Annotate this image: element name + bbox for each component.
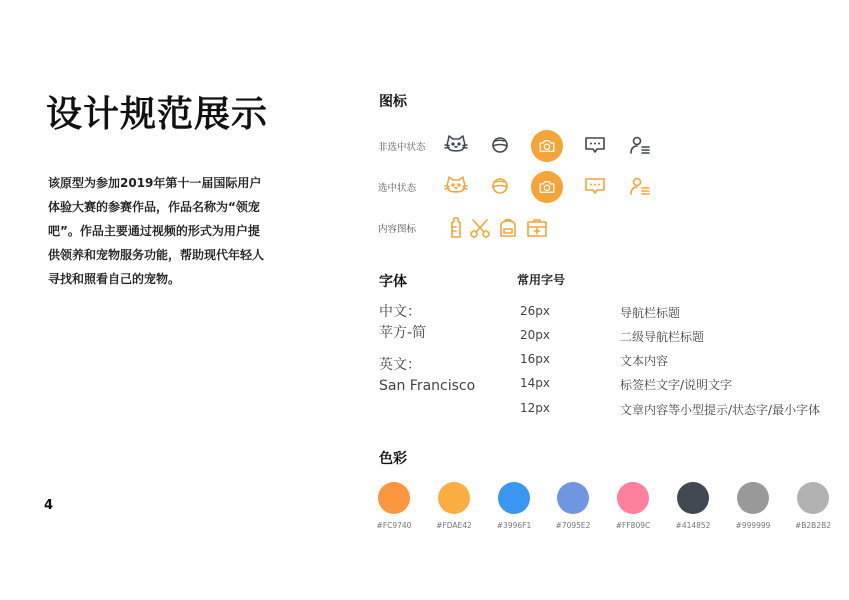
font-usage: 文本内容 bbox=[620, 354, 669, 368]
user-list-icon bbox=[628, 174, 652, 198]
color-hex-label: #7095E2 bbox=[555, 521, 591, 530]
chinese-label: 中文： bbox=[379, 304, 421, 320]
icons-section-title: 图标 bbox=[379, 94, 407, 110]
color-hex-label: #FF809C bbox=[615, 521, 651, 530]
color-swatch bbox=[797, 482, 829, 514]
cat-icon bbox=[444, 174, 468, 198]
color-hex-label: #3996F1 bbox=[496, 521, 532, 530]
colors-section-title: 色彩 bbox=[379, 451, 407, 467]
scissors-icon bbox=[468, 216, 492, 240]
font-size-value: 26px bbox=[520, 304, 550, 318]
medical-kit-icon bbox=[525, 216, 549, 240]
description bbox=[48, 171, 268, 291]
message-icon bbox=[583, 174, 607, 198]
font-usage: 导航栏标题 bbox=[620, 306, 681, 320]
camera-button[interactable] bbox=[531, 130, 563, 162]
color-swatch bbox=[498, 482, 530, 514]
color-hex-label: #B2B2B2 bbox=[794, 521, 832, 530]
font-size-value: 14px bbox=[520, 376, 550, 390]
font-sizes-title: 常用字号 bbox=[517, 273, 566, 287]
page-title: 设计规范展示 bbox=[46, 94, 269, 135]
font-usage: 二级导航栏标题 bbox=[620, 330, 705, 344]
fonts-section-title: 字体 bbox=[379, 274, 407, 290]
row-label-selected: 选中状态 bbox=[378, 183, 417, 194]
description-line: 吧”。作品主要通过视频的形式为用户提 bbox=[48, 224, 260, 238]
planet-icon bbox=[488, 174, 512, 198]
english-label: 英文： bbox=[379, 357, 421, 373]
row-label-unselected: 非选中状态 bbox=[378, 142, 426, 153]
english-font-name: San Francisco bbox=[379, 378, 476, 394]
color-swatch bbox=[557, 482, 589, 514]
message-icon bbox=[583, 133, 607, 157]
font-size-value: 12px bbox=[520, 401, 550, 415]
color-swatch bbox=[677, 482, 709, 514]
font-size-value: 16px bbox=[520, 352, 550, 366]
chinese-font-name: 苹方-简 bbox=[379, 325, 427, 341]
description-line: 寻找和照看自己的宠物。 bbox=[48, 272, 181, 286]
color-swatch bbox=[438, 482, 470, 514]
planet-icon bbox=[488, 133, 512, 157]
page-number: 4 bbox=[44, 498, 54, 513]
color-hex-label: #FC9740 bbox=[376, 521, 412, 530]
color-swatch bbox=[378, 482, 410, 514]
bottle-icon bbox=[444, 216, 468, 240]
description-line: 供领养和宠物服务功能，帮助现代年轻人 bbox=[48, 248, 265, 262]
camera-button[interactable] bbox=[531, 171, 563, 203]
color-swatch bbox=[737, 482, 769, 514]
description-line: 体验大赛的参赛作品，作品名称为“领宠 bbox=[48, 200, 260, 214]
user-list-icon bbox=[628, 133, 652, 157]
cat-icon bbox=[444, 133, 468, 157]
backpack-icon bbox=[496, 216, 520, 240]
color-swatch bbox=[617, 482, 649, 514]
camera-icon bbox=[538, 178, 556, 196]
camera-icon bbox=[538, 137, 556, 155]
font-usage: 标签栏文字/说明文字 bbox=[620, 378, 733, 392]
row-label-content: 内容图标 bbox=[378, 224, 417, 235]
color-hex-label: #FDAE42 bbox=[436, 521, 472, 530]
color-hex-label: #414852 bbox=[675, 521, 711, 530]
description-line: 该原型为参加2019年第十一届国际用户 bbox=[48, 176, 262, 190]
font-usage: 文章内容等小型提示/状态字/最小字体 bbox=[620, 403, 821, 417]
color-hex-label: #999999 bbox=[735, 521, 771, 530]
font-size-value: 20px bbox=[520, 328, 550, 342]
